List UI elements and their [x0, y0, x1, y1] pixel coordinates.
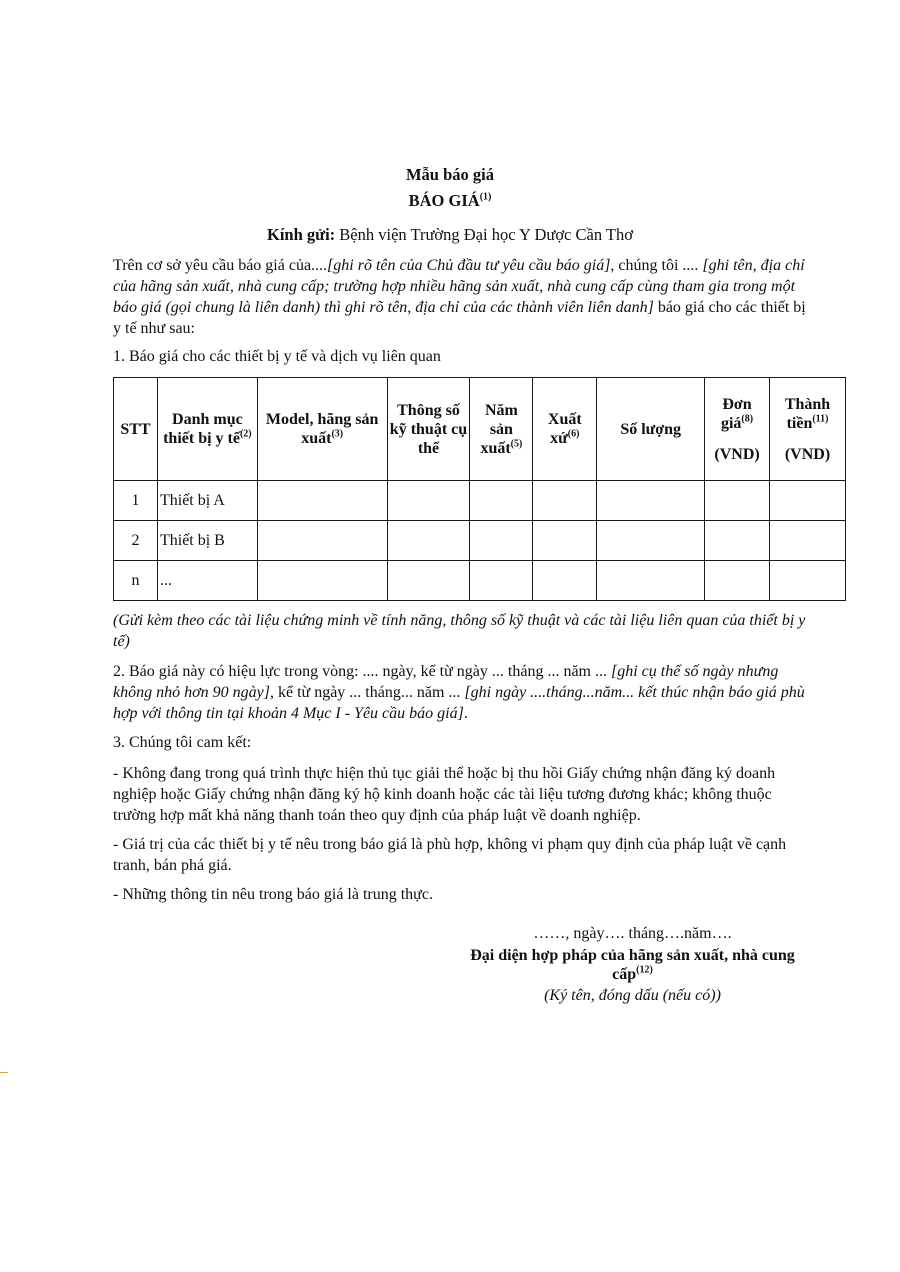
row-unit-price [705, 561, 770, 601]
row-unit-price [705, 481, 770, 521]
signature-date-line: ……, ngày…. tháng….năm…. [533, 925, 732, 942]
header-origin [533, 378, 597, 481]
row-item: Thiết bị A [157, 481, 257, 521]
row-origin [533, 481, 597, 521]
row-stt: 1 [114, 481, 158, 521]
recipient-line [0, 225, 900, 245]
intro-part5: báo giá cho các thiết bị y tế như sau: [113, 299, 806, 337]
row-origin [533, 561, 597, 601]
row-model [257, 561, 387, 601]
signature-block [460, 924, 805, 1005]
row-year [470, 521, 533, 561]
recipient-name: Bệnh viện Trường Đại học Y Dược Cần Thơ [339, 225, 633, 244]
header-origin-text: Xuất xứ [547, 411, 582, 447]
section2-part2: [ghi cụ thể số ngày nhưng không nhỏ hơn 90 ngày] [113, 663, 779, 701]
section2-paragraph [113, 661, 813, 724]
section2-part4: [ghi ngày ....tháng...năm... kết thúc nhận báo giá phù hợp với thông tin tại khoản 4 Mục I - Yêu cầu báo giá] [113, 684, 805, 722]
header-year-note: (5) [510, 438, 523, 450]
header-model-text: Model, hãng sản xuất [265, 411, 379, 447]
header-model [257, 378, 387, 481]
row-spec [387, 561, 470, 601]
row-item: Thiết bị B [157, 521, 257, 561]
signature-title [460, 946, 805, 984]
header-year [470, 378, 533, 481]
signature-hint-text: (Ký tên, đóng dấu (nếu có)) [544, 987, 721, 1004]
section2-part1: 2. Báo giá này có hiệu lực trong vòng: .... ngày, kể từ ngày ... tháng ... năm ... [113, 663, 607, 680]
header-total-note: (11) [812, 413, 829, 425]
row-spec [387, 521, 470, 561]
row-origin [533, 521, 597, 561]
header-unit-price-text: Đơn giá [720, 395, 752, 432]
section1-note-text: (Gửi kèm theo các tài liệu chứng minh về tính năng, thông số kỹ thuật và các tài liệu liên quan của thiết bị y tế) [113, 612, 806, 650]
row-unit-price [705, 521, 770, 561]
row-item: ... [157, 561, 257, 601]
form-title: Mẫu báo giá [405, 165, 494, 184]
header-item [157, 378, 257, 481]
section2-part3: , kể từ ngày ... tháng... năm ... [269, 684, 461, 701]
signature-hint [460, 986, 805, 1005]
row-total [770, 561, 846, 601]
header-qty: Số lượng [597, 378, 705, 481]
header-model-note: (3) [331, 428, 344, 440]
table-row [114, 521, 846, 561]
section1-note [113, 610, 813, 652]
scan-mark [0, 1072, 8, 1073]
commitment-bullet: - Những thông tin nêu trong báo giá là trung thực. [113, 886, 433, 903]
header-unit-price-note: (8) [741, 413, 754, 425]
header-total-text: Thành tiền [784, 395, 831, 432]
header-item-text: Danh mục thiết bị y tế [163, 411, 243, 447]
quote-table [113, 377, 846, 601]
section2-part5: . [463, 705, 468, 722]
header-stt: STT [114, 378, 158, 481]
section3-heading: 3. Chúng tôi cam kết: [113, 734, 252, 751]
row-spec [387, 481, 470, 521]
header-year-text: Năm sản xuất [480, 401, 518, 457]
row-model [257, 481, 387, 521]
intro-part2: [ghi rõ tên của Chủ đầu tư yêu cầu báo giá] [327, 257, 611, 274]
row-total [770, 521, 846, 561]
header-origin-note: (6) [567, 428, 580, 440]
header-total [770, 378, 846, 481]
row-qty [597, 521, 705, 561]
row-qty [597, 561, 705, 601]
row-stt: n [114, 561, 158, 601]
row-total [770, 481, 846, 521]
header-unit-price-unit: (VND) [714, 445, 760, 463]
signature-title-note: (12) [636, 964, 653, 976]
recipient-label: Kính gửi: [267, 225, 336, 244]
row-year [470, 561, 533, 601]
intro-part1: Trên cơ sở yêu cầu báo giá của.... [113, 257, 328, 274]
header-spec: Thông số kỹ thuật cụ thể [387, 378, 470, 481]
header-unit-price [705, 378, 770, 481]
document-title-note: (1) [479, 191, 492, 203]
document-title [0, 191, 900, 211]
row-stt: 2 [114, 521, 158, 561]
intro-part4: [ghi tên, địa chỉ của hãng sản xuất, nhà cung cấp; trường hợp nhiều hãng sản xuất, nhà cung cấp cùng tham gia trong một báo giá (gọi chung là liên danh) thì ghi rõ tên, địa chỉ của các thành viên liên danh] [113, 257, 805, 316]
signature-title-text: Đại diện hợp pháp của hãng sản xuất, nhà cung cấp [470, 947, 795, 983]
intro-part3: , chúng tôi .... [610, 257, 699, 274]
section1-heading: 1. Báo giá cho các thiết bị y tế và dịch vụ liên quan [113, 348, 441, 365]
table-header-row [114, 378, 846, 481]
table-row [114, 561, 846, 601]
commitment-bullet: - Giá trị của các thiết bị y tế nêu trong báo giá là phù hợp, không vi phạm quy định của pháp luật về cạnh tranh, bán phá giá. [113, 836, 787, 874]
document-title-text: BÁO GIÁ [408, 191, 480, 210]
header-item-note: (2) [239, 428, 252, 440]
intro-paragraph [113, 255, 813, 339]
row-year [470, 481, 533, 521]
header-total-unit: (VND) [784, 445, 831, 463]
row-qty [597, 481, 705, 521]
row-model [257, 521, 387, 561]
commitment-bullet: - Không đang trong quá trình thực hiện thủ tục giải thể hoặc bị thu hồi Giấy chứng nhận đăng ký doanh nghiệp hoặc Giấy chứng nhận đăng ký hộ kinh doanh hoặc các tài liệu tương đương khác; không thuộc trường hợp mất khả năng thanh toán theo quy định của pháp luật về doanh nghiệp. [113, 765, 776, 824]
table-row [114, 481, 846, 521]
